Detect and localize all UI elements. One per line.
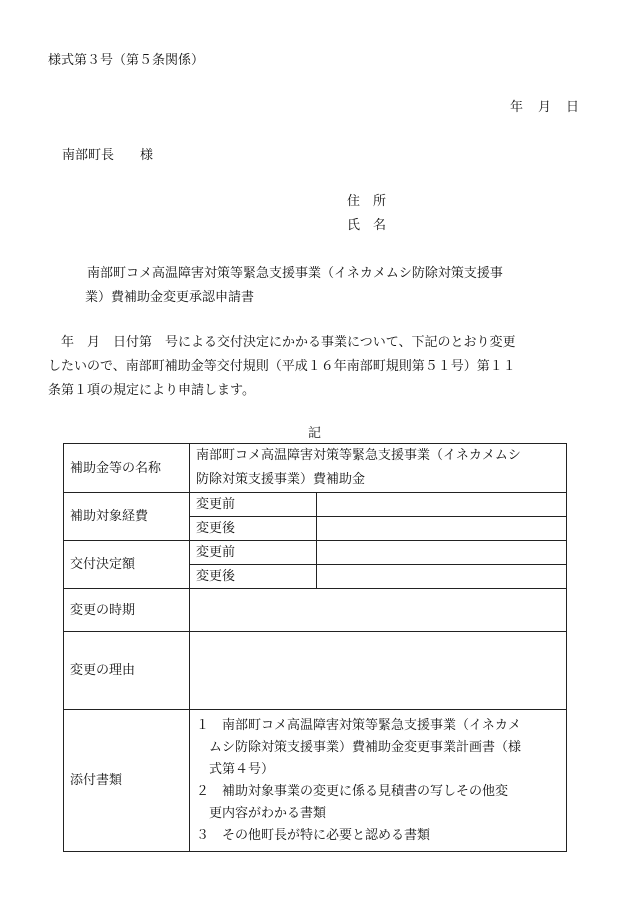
- application-statement: [48, 331, 588, 403]
- expenses-before-value: [317, 493, 567, 517]
- statement-line: 年 月 日付第 号による交付決定にかかる事業について、下記のとおり変更: [61, 335, 516, 350]
- grant-amount-label: 交付決定額: [64, 541, 190, 589]
- subsidy-name-line: 南部町コメ高温障害対策等緊急支援事業（イネカメムシ: [196, 448, 521, 463]
- ki-heading: 記: [308, 426, 322, 441]
- attachments-list: [190, 710, 567, 852]
- statement-line: したいので、南部町補助金等交付規則（平成１６年南部町規則第５１号）第１１: [48, 359, 516, 374]
- subsidy-name-line: 防除対策支援事業）費補助金: [196, 472, 366, 487]
- before-label: 変更前: [190, 541, 317, 565]
- table-row: [64, 541, 567, 565]
- attachments-label: 添付書類: [64, 710, 190, 852]
- title-line: 業）費補助金変更承認申請書: [85, 290, 255, 305]
- change-reason-value: [190, 632, 567, 710]
- after-label: 変更後: [190, 565, 317, 589]
- title-line: 南部町コメ高温障害対策等緊急支援事業（イネカメムシ防除対策支援事: [87, 266, 503, 281]
- table-row: [64, 444, 567, 493]
- address-label: 住 所: [347, 194, 387, 209]
- grant-after-value: [317, 565, 567, 589]
- subsidy-name-label: 補助金等の名称: [64, 444, 190, 493]
- form-number: 様式第３号（第５条関係）: [48, 53, 205, 68]
- name-label: 氏 名: [347, 218, 387, 233]
- addressee: 南部町長 様: [62, 148, 154, 163]
- date-line: 年 月 日: [510, 100, 581, 115]
- after-label: 変更後: [190, 517, 317, 541]
- eligible-expenses-label: 補助対象経費: [64, 493, 190, 541]
- grant-before-value: [317, 541, 567, 565]
- subsidy-name-value: [190, 444, 567, 493]
- table-row: [64, 632, 567, 710]
- attachment-line: １ 南部町コメ高温障害対策等緊急支援事業（イネカメ: [196, 717, 521, 733]
- change-reason-label: 変更の理由: [64, 632, 190, 710]
- before-label: 変更前: [190, 493, 317, 517]
- change-timing-value: [190, 589, 567, 632]
- document-title: [60, 262, 580, 310]
- change-timing-label: 変更の時期: [64, 589, 190, 632]
- attachment-line: 式第４号）: [209, 761, 275, 777]
- attachment-line: ２ 補助対象事業の変更に係る見積書の写しその他変: [196, 783, 509, 799]
- attachment-line: 更内容がわかる書類: [209, 805, 327, 821]
- attachment-line: ムシ防除対策支援事業）費補助金変更事業計画書（様: [209, 739, 522, 755]
- statement-line: 条第１項の規定により申請します。: [48, 383, 255, 398]
- expenses-after-value: [317, 517, 567, 541]
- table-row: [64, 710, 567, 852]
- application-table: [63, 443, 567, 852]
- table-row: [64, 589, 567, 632]
- table-row: [64, 493, 567, 517]
- attachment-line: ３ その他町長が特に必要と認める書類: [196, 827, 431, 843]
